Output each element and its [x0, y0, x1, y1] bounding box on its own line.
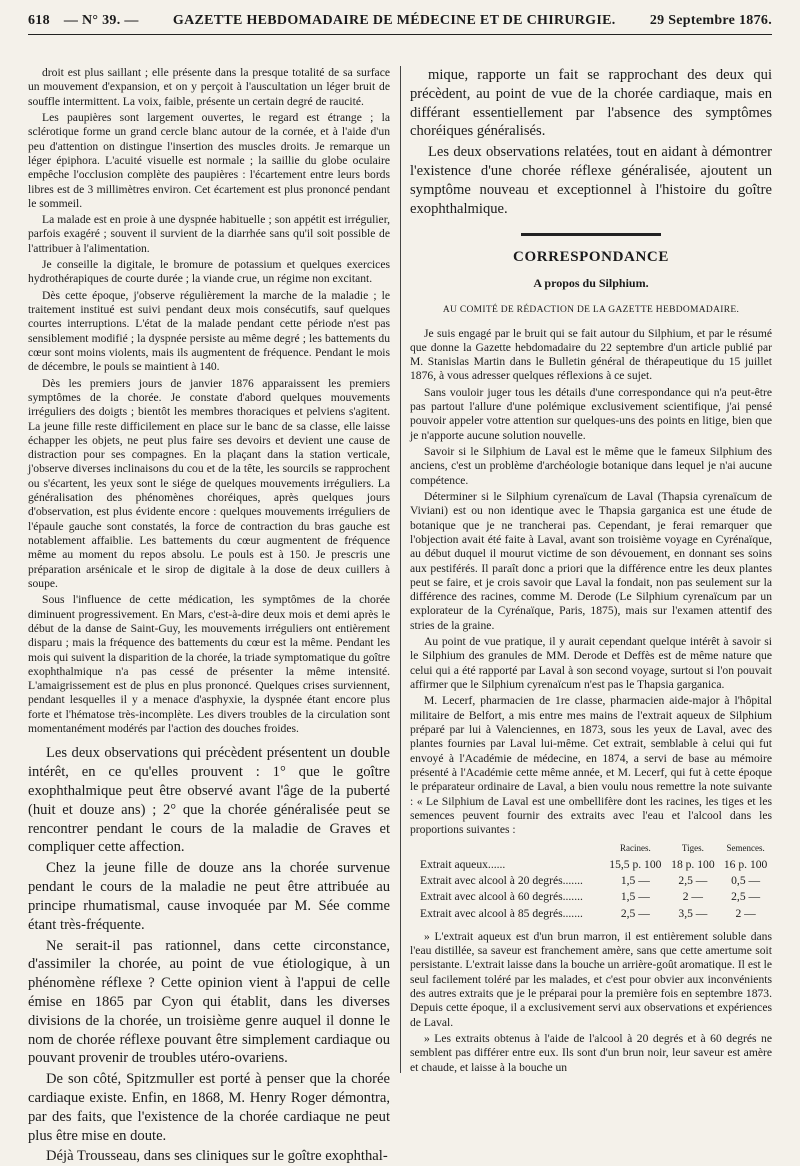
row-label: Extrait avec alcool à 20 degrés.......: [420, 873, 583, 887]
table-cell: 2 —: [735, 906, 756, 920]
section-divider: [521, 233, 661, 236]
paragraph: Les deux observations relatées, tout en aidant à démontrer l'existence d'une chorée réflexe généralisée, ajoutent un symptôme nouveau et exceptionnel à l'histoire du goître exophthalmique.: [410, 144, 772, 217]
paragraph: Sans vouloir juger tous les détails d'une correspondance qui n'a peut-être pas partout l'allure d'une polémique exclusivement scientifique, j'ai pensé pouvoir appeler votre attention sur quelques-uns des points en litige, bien que je n'apporte aucune solution nouvelle.: [410, 385, 772, 442]
paragraph: Sous l'influence de cette médication, les symptômes de la chorée diminuent progressivement. En Mars, c'est-à-dire deux mois et demi après le début de la danse de Saint-Guy, les mouvements irréguliers ont entièrement disparu ; mais la fréquence des battements du cœur est la même. Pendant les mois qui suivent la disparition de la chorée, la triade symptomatique du goître exophthalmique n'a pas cessé de présenter la même intensité. L'amaigrissement est de plus en plus prononcé. Quelques crises surviennent, pendant lesquelles il y a menace d'asphyxie, la dyspnée étant encore plus forte et l'hématose très-incomplète. Les divers troubles de la circulation sont momentanément modérés par l'action des douches froides.: [28, 593, 390, 736]
table-cell: 2,5 —: [678, 873, 708, 887]
table-cell: 2 —: [682, 890, 704, 904]
paragraph: Dès cette époque, j'observe régulièrement la marche de la maladie ; le traitement institué est suivi pendant deux mois consécutifs, sauf quelques courtes interruptions. L'état de la malade pendant cette période n'est pas sensiblement modifié ; la dyspnée persiste au même degré ; les battements du cœur sont moins violents, mais ils augmentent de fréquence. Pendant le mois de décembre, le pouls se maintient à 140.: [28, 288, 390, 374]
table-row: [410, 889, 772, 905]
issue-number: — N° 39. —: [63, 13, 139, 28]
column-rule: [400, 66, 401, 1073]
table-cell: 16 p. 100: [723, 857, 768, 871]
row-label: Extrait aqueux......: [420, 857, 506, 871]
paragraph: Savoir si le Silphium de Laval est le même que le fameux Silphium des anciens, c'est un problème d'archéologie botanique dans lequel je n'ai aucune compétence.: [410, 445, 772, 487]
issue-date: 29 Septembre 1876.: [649, 13, 772, 28]
article-ending: [410, 66, 772, 219]
table-cell: 2,5 —: [620, 906, 650, 920]
extract-table: [410, 843, 772, 921]
paragraph: Dès les premiers jours de janvier 1876 apparaissent les premiers symptômes de la chorée. Je constate d'abord quelques mouvements irréguliers des doigts ; bientôt les membres thoraciques et pelviens s'agitent. La jeune fille reste difficilement en place sur le banc de sa classe, elle laisse échapper les objets, ne peut plus faire ses devoirs et devient une cause de distraction pour ses compagnes. En la plaçant dans la station verticale, j'observe diverses inclinaisons du cou et de la tête, les sourcils se rapprochent ou s'écartent, les yeux sont le siége de quelques mouvements irréguliers. La généralisation des phénomènes choréiques, après quelques jours d'observation, est plus évidente encore : quelques mouvements irréguliers de l'épaule gauche sont constatés, la force de contraction du bras gauche est notablement affaiblie. Les battements du cœur augmentent de fréquence même au moment du repos absolu. Le pouls est à 150. Je prescris une préparation arsénicale et le sirop de digitale à la dose de deux cuillers à soupe.: [28, 376, 390, 590]
paragraph: Chez la jeune fille de douze ans la chorée survenue pendant le cours de la maladie ne peut être attribuée au principe rhumatismal, cause invoquée par M. Sée comme étant très-fréquente.: [28, 860, 390, 933]
paragraph: Les deux observations qui précèdent présentent un double intérêt, en ce qu'elles prouvent : 1° que le goître exophthalmique peut être observé avant l'âge de la puberté (huit et douze ans) ; 2° que la chorée généralisée peut se rencontrer pendant le cours de la maladie de Graves et compliquer cette affection.: [28, 745, 390, 856]
table-row: [410, 857, 772, 873]
paragraph: Au point de vue pratique, il y aurait cependant quelque intérêt à savoir si le Silphium des granules de MM. Derode et Deffès est de même nature que celui qui a été rapporté par Laval à son second voyage, surtout si l'on pouvait affirmer que le Silphium cyrenaïcum n'est pas le Thapsia garganica.: [410, 635, 772, 692]
column-header: Semences.: [726, 843, 765, 854]
row-label: Extrait avec alcool à 85 degrés.......: [420, 906, 583, 920]
table-cell: 3,5 —: [678, 906, 708, 920]
conclusion-section: [28, 744, 390, 1166]
left-column: [28, 66, 390, 1165]
paragraph: » L'extrait aqueux est d'un brun marron, il est entièrement soluble dans l'eau distillée, sa saveur est franchement amère, sans que cette amertume soit persistante. L'extrait laisse dans la bouche un arrière-goût aromatique. Il est le seul facilement toléré par les malades, et c'est pour obvier aux inconvénients des autres extraits que je le préparai pour la première fois en septembre 1873. Depuis cette époque, il a exclusivement servi aux observations et expériences de Laval.: [410, 929, 772, 1029]
row-label: Extrait avec alcool à 60 degrés.......: [420, 890, 583, 904]
paragraph: Ne serait-il pas rationnel, dans cette circonstance, d'assimiler la chorée, au point de vue étiologique, à un phénomène réflexe ? Cette opinion vient à l'appui de celle émise en 1865 par Cyon qui établit, dans les diverses divisions de la chorée, un troisième genre auquel il donne le nom de chorée réflexe pouvant être simplement cardiaque ou pouvant provenir de troubles utéro-ovariens.: [28, 937, 390, 1067]
paragraph: La malade est en proie à une dyspnée habituelle ; son appétit est irrégulier, parfois exagéré ; souvent il survient de la diarrhée sans qu'il soit possible de l'attribuer à l'alimentation.: [28, 213, 390, 255]
paragraph: De son côté, Spitzmuller est porté à penser que la chorée cardiaque existe. Enfin, en 1868, M. Henry Roger démontra, par des faits, que l'existence de la chorée cardiaque ne peut plus être mise en doute.: [28, 1071, 390, 1144]
table-cell: 0,5 —: [731, 873, 761, 887]
article-title: A propos du Silphium.: [533, 276, 649, 291]
paragraph: Déjà Trousseau, dans ses cliniques sur le goître exophthal-: [46, 1148, 388, 1165]
table-cell: 1,5 —: [620, 873, 650, 887]
paragraph: mique, rapporte un fait se rapprochant des deux qui précèdent, au point de vue de la chorée cardiaque, mais en différant essentiellement par l'absence des symptômes choréiques généralisés.: [410, 67, 772, 140]
table-header-row: [410, 843, 772, 856]
table-cell: 15,5 p. 100: [609, 857, 662, 871]
table-cell: 1,5 —: [620, 890, 650, 904]
journal-title: GAZETTE HEBDOMADAIRE DE MÉDECINE ET DE CHIRURGIE.: [172, 13, 616, 28]
paragraph: Les paupières sont largement ouvertes, le regard est étrange ; la sclérotique forme un grand cercle blanc autour de la cornée, et à l'aide d'un peu d'attention on distingue l'insertion des muscles droits. Je remarque un léger épiphora. L'acuité visuelle est normale ; la saillie du globe oculaire empêche l'occlusion complète des paupières : l'écartement entre leurs bords libres est de 3 millimètres environ. Cet écartement est plus prononcé pendant le sommeil.: [28, 110, 390, 210]
paragraph: Je suis engagé par le bruit qui se fait autour du Silphium, et par le résumé que donne la Gazette hebdomadaire du 22 septembre d'un article publié par M. Stanislas Martin dans le Bulletin général de thérapeutique du 15 juillet 1876, à vous adresser quelques réflexions à ce sujet.: [410, 326, 772, 383]
paragraph: M. Lecerf, pharmacien de 1re classe, pharmacien aide-major à l'hôpital militaire de Belfort, a mis entre mes mains de l'extrait aqueux de Silphium préparé par lui à Valenciennes, en 1873, sous les yeux de Laval, avec des plantes fournies par Laval lui-même. Cet extrait, semblable à celui qui fut envoyé à l'Académie de médecine, en 1874, a servi de base au mémoire présenté à l'Académie cette même année, et M. Lecerf, qui fut à cette époque le préparateur ordinaire de Laval, a bien voulu nous remettre la note suivante : « Le Silphium de Laval est une ombellifère dont les racines, les tiges et les semences peuvent fournir des extraits avec l'eau et l'alcool dans les proportions suivantes :: [410, 694, 772, 837]
paragraph: Je conseille la digitale, le bromure de potassium et quelques exercices hydrothérapiques de courte durée ; la viande crue, un régime non excitant.: [28, 258, 390, 286]
table-row: [410, 873, 772, 889]
paragraph: droit est plus saillant ; elle présente dans la presque totalité de sa surface un mouvement d'expansion, et on y perçoit à l'auscultation un léger bruit de souffle intermittent. La voix, faible, présente un certain degré de raucité.: [28, 66, 390, 108]
column-header: Tiges.: [681, 843, 704, 854]
letter-addressee: AU COMITÉ DE RÉDACTION DE LA GAZETTE HEBDOMADAIRE.: [442, 304, 740, 315]
section-heading: CORRESPONDANCE: [513, 248, 669, 265]
page-number: 618: [28, 13, 50, 28]
table-cell: 18 p. 100: [671, 857, 715, 871]
paragraph: Déterminer si le Silphium cyrenaïcum de Laval (Thapsia cyrenaïcum de Viviani) est ou non identique avec le Thapsia garganica est une étude de botanique que je ne trancherai pas. Cependant, je ferai remarquer que l'objection avait été faite à Laval, avant son troisième voyage en Cyrénaïque, au début duquel il mourut victime de son dévouement, en donnant ses soins aux pestiférés. Il paraît donc a priori que la différence entre les deux plantes peut se faire, et je crois savoir que Laval la fondait, non pas seulement sur la différence des racines, comme M. Derode (Le Silphium cyrenaïcum par un explorateur de la Cyrénaïque, Paris, 1875), mais sur l'examen attentif des stries de la graine.: [410, 489, 772, 632]
page-header: [28, 8, 772, 35]
column-header: Racines.: [619, 843, 651, 854]
right-column: [410, 66, 772, 1073]
paragraph: » Les extraits obtenus à l'aide de l'alcool à 20 degrés et à 60 degrés ne semblent pas différer entre eux. Ils sont d'un brun noir, leur saveur est amère et chaude, et laisse à la bouche un: [410, 1032, 772, 1074]
table-cell: 2,5 —: [731, 890, 761, 904]
table-row: [410, 906, 772, 922]
